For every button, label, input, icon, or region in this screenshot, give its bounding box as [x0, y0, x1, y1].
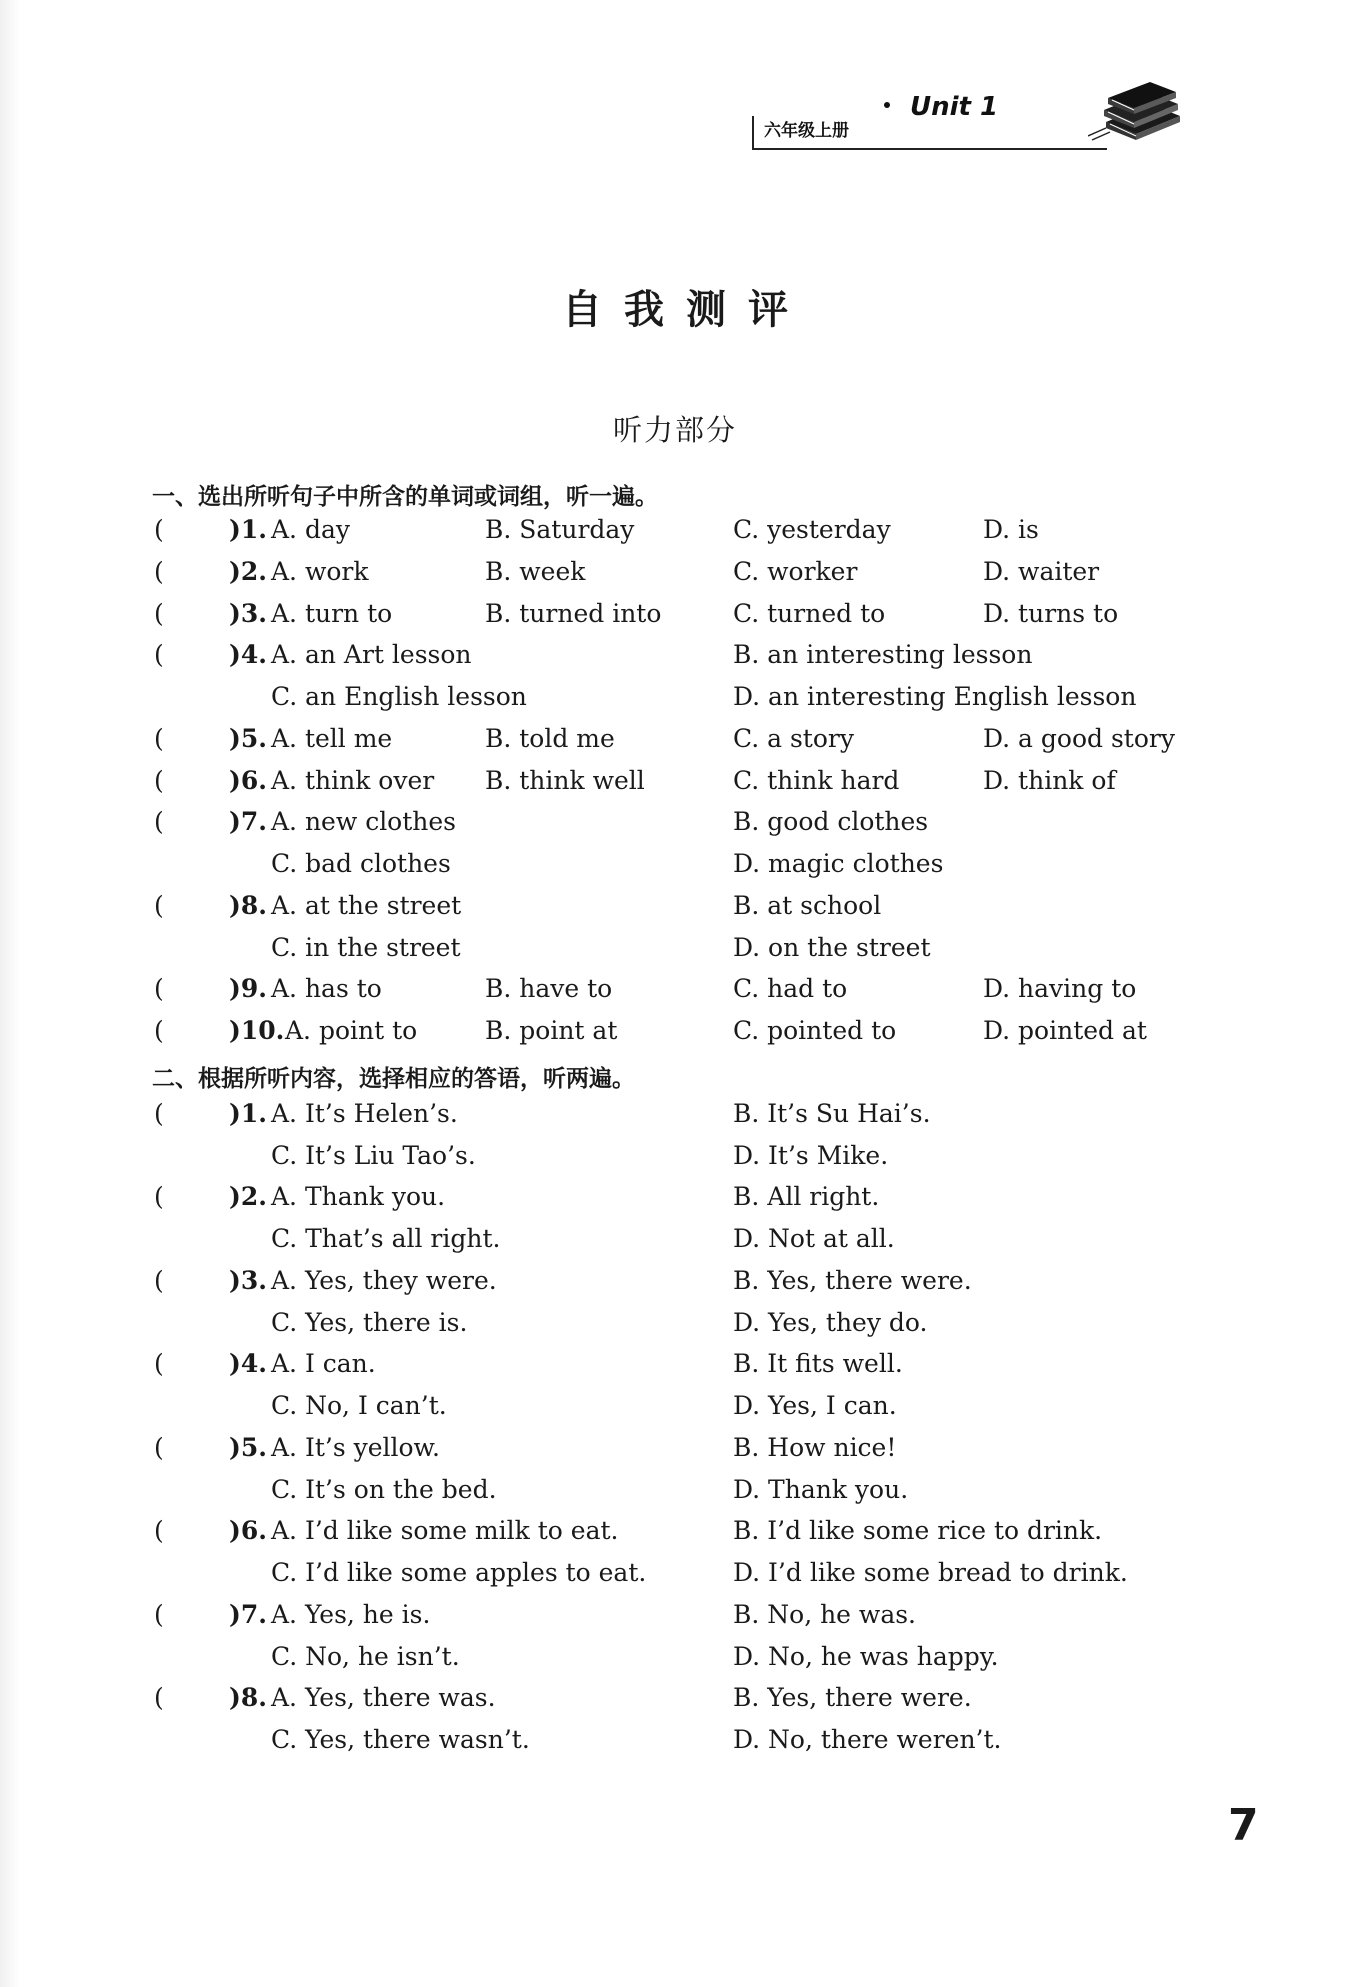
- option-c: C. Yes, there is.: [271, 1308, 468, 1337]
- option-b: B. good clothes: [733, 807, 929, 836]
- s1-question-10: [0, 1016, 1350, 1058]
- s1-question-5: [0, 724, 1350, 766]
- option-a: A. turn to: [271, 599, 393, 628]
- option-a: A. Yes, there was.: [271, 1683, 496, 1712]
- question-number: )6.: [229, 1516, 267, 1545]
- option-a: A. has to: [271, 974, 382, 1003]
- option-a: A. day: [271, 515, 350, 544]
- option-c: C. pointed to: [733, 1016, 897, 1045]
- question-number: )1.: [229, 1099, 267, 1128]
- s2-question-5-cont: [0, 1475, 1350, 1517]
- option-a: A. I can.: [271, 1349, 376, 1378]
- option-c: C. It’s on the bed.: [271, 1475, 497, 1504]
- option-a: A. I’d like some milk to eat.: [271, 1516, 619, 1545]
- page-title: 自我测评: [562, 286, 810, 333]
- option-b: B. turned into: [485, 599, 662, 628]
- option-d: D. on the street: [733, 933, 931, 962]
- s2-question-8: [0, 1683, 1350, 1725]
- answer-paren: (: [154, 1433, 164, 1462]
- option-b: B. It’s Su Hai’s.: [733, 1099, 931, 1128]
- option-d: D. Yes, I can.: [733, 1391, 897, 1420]
- question-number: )10.: [229, 1016, 285, 1045]
- question-number: )8.: [229, 891, 267, 920]
- question-number: )8.: [229, 1683, 267, 1712]
- answer-paren: (: [154, 974, 164, 1003]
- question-number: )2.: [229, 1182, 267, 1211]
- option-a: A. think over: [271, 766, 435, 795]
- answer-paren: (: [154, 1600, 164, 1629]
- option-a: A. new clothes: [271, 807, 457, 836]
- s2-question-2-cont: [0, 1224, 1350, 1266]
- option-d: D. No, there weren’t.: [733, 1725, 1002, 1754]
- header-divider-tick: [752, 116, 754, 150]
- option-b: B. told me: [485, 724, 615, 753]
- option-c: C. think hard: [733, 766, 900, 795]
- option-a: A. point to: [285, 1016, 418, 1045]
- option-a: A. Yes, he is.: [271, 1600, 431, 1629]
- answer-paren: (: [154, 599, 164, 628]
- question-number: )6.: [229, 766, 267, 795]
- option-b: B. I’d like some rice to drink.: [733, 1516, 1103, 1545]
- books-stack-icon: [1088, 82, 1184, 154]
- option-d: D. Not at all.: [733, 1224, 895, 1253]
- option-d: D. a good story: [983, 724, 1175, 753]
- answer-paren: (: [154, 766, 164, 795]
- option-a: A. at the street: [271, 891, 462, 920]
- s2-question-5: [0, 1433, 1350, 1475]
- s1-question-8-cont: [0, 933, 1350, 975]
- option-b: B. think well: [485, 766, 645, 795]
- option-b: B. No, he was.: [733, 1600, 917, 1629]
- question-number: )7.: [229, 1600, 267, 1629]
- option-d: D. It’s Mike.: [733, 1141, 889, 1170]
- option-c: C. No, he isn’t.: [271, 1642, 460, 1671]
- s1-question-7: [0, 807, 1350, 849]
- question-number: )4.: [229, 1349, 267, 1378]
- question-number: )5.: [229, 724, 267, 753]
- option-c: C. Yes, there wasn’t.: [271, 1725, 530, 1754]
- question-number: )3.: [229, 599, 267, 628]
- answer-paren: (: [154, 1266, 164, 1295]
- option-c: C. in the street: [271, 933, 461, 962]
- option-b: B. All right.: [733, 1182, 880, 1211]
- answer-paren: (: [154, 1182, 164, 1211]
- option-a: A. Yes, they were.: [271, 1266, 497, 1295]
- option-c: C. yesterday: [733, 515, 891, 544]
- header-dot: [884, 102, 890, 108]
- answer-paren: (: [154, 515, 164, 544]
- header-grade: 六年级上册: [764, 121, 849, 141]
- answer-paren: (: [154, 1099, 164, 1128]
- s1-question-6: [0, 766, 1350, 808]
- s2-question-8-cont: [0, 1725, 1350, 1767]
- option-d: D. waiter: [983, 557, 1100, 586]
- option-d: D. pointed at: [983, 1016, 1147, 1045]
- s1-question-8: [0, 891, 1350, 933]
- header-rule: [752, 148, 1107, 150]
- option-c: C. had to: [733, 974, 848, 1003]
- option-c: C. bad clothes: [271, 849, 451, 878]
- option-a: A. It’s yellow.: [271, 1433, 440, 1462]
- s2-question-3: [0, 1266, 1350, 1308]
- answer-paren: (: [154, 1516, 164, 1545]
- option-a: A. tell me: [271, 724, 393, 753]
- answer-paren: (: [154, 640, 164, 669]
- question-number: )9.: [229, 974, 267, 1003]
- option-c: C. a story: [733, 724, 854, 753]
- option-d: D. think of: [983, 766, 1116, 795]
- option-d: D. turns to: [983, 599, 1119, 628]
- question-number: )5.: [229, 1433, 267, 1462]
- option-c: C. turned to: [733, 599, 886, 628]
- section2-heading: 二、根据所听内容，选择相应的答语，听两遍。: [152, 1066, 635, 1092]
- s1-question-9: [0, 974, 1350, 1016]
- option-b: B. Yes, there were.: [733, 1683, 972, 1712]
- s2-question-6: [0, 1516, 1350, 1558]
- option-b: B. Yes, there were.: [733, 1266, 972, 1295]
- question-number: )7.: [229, 807, 267, 836]
- answer-paren: (: [154, 807, 164, 836]
- option-c: C. No, I can’t.: [271, 1391, 447, 1420]
- s2-question-3-cont: [0, 1308, 1350, 1350]
- answer-paren: (: [154, 1016, 164, 1045]
- question-number: )3.: [229, 1266, 267, 1295]
- option-b: B. It fits well.: [733, 1349, 903, 1378]
- s1-question-4: [0, 640, 1350, 682]
- answer-paren: (: [154, 891, 164, 920]
- option-d: D. Yes, they do.: [733, 1308, 928, 1337]
- s2-question-7: [0, 1600, 1350, 1642]
- section1-heading: 一、选出所听句子中所含的单词或词组，听一遍。: [152, 484, 658, 510]
- s1-question-3: [0, 599, 1350, 641]
- option-d: D. having to: [983, 974, 1137, 1003]
- s1-question-2: [0, 557, 1350, 599]
- s1-question-7-cont: [0, 849, 1350, 891]
- header-unit: Unit 1: [910, 92, 999, 122]
- question-number: )2.: [229, 557, 267, 586]
- option-a: A. work: [271, 557, 369, 586]
- option-c: C. That’s all right.: [271, 1224, 501, 1253]
- option-b: B. How nice!: [733, 1433, 897, 1462]
- s2-question-1: [0, 1099, 1350, 1141]
- s2-question-6-cont: [0, 1558, 1350, 1600]
- answer-paren: (: [154, 1349, 164, 1378]
- option-d: D. No, he was happy.: [733, 1642, 999, 1671]
- answer-paren: (: [154, 1683, 164, 1712]
- s2-question-4-cont: [0, 1391, 1350, 1433]
- question-number: )1.: [229, 515, 267, 544]
- option-d: D. an interesting English lesson: [733, 682, 1137, 711]
- s2-question-4: [0, 1349, 1350, 1391]
- option-b: B. an interesting lesson: [733, 640, 1033, 669]
- page-number: 7: [1228, 1800, 1259, 1851]
- option-b: B. have to: [485, 974, 613, 1003]
- option-d: D. I’d like some bread to drink.: [733, 1558, 1128, 1587]
- s2-question-7-cont: [0, 1642, 1350, 1684]
- option-c: C. worker: [733, 557, 858, 586]
- answer-paren: (: [154, 557, 164, 586]
- answer-paren: (: [154, 724, 164, 753]
- s1-question-4-cont: [0, 682, 1350, 724]
- option-a: A. Thank you.: [271, 1182, 446, 1211]
- s1-question-1: [0, 515, 1350, 557]
- s2-question-2: [0, 1182, 1350, 1224]
- option-a: A. an Art lesson: [271, 640, 472, 669]
- option-c: C. an English lesson: [271, 682, 527, 711]
- option-b: B. point at: [485, 1016, 618, 1045]
- option-c: C. It’s Liu Tao’s.: [271, 1141, 476, 1170]
- section-subtitle: 听力部分: [612, 413, 737, 447]
- option-b: B. at school: [733, 891, 882, 920]
- option-d: D. magic clothes: [733, 849, 944, 878]
- option-b: B. Saturday: [485, 515, 635, 544]
- option-c: C. I’d like some apples to eat.: [271, 1558, 647, 1587]
- option-d: D. is: [983, 515, 1039, 544]
- option-a: A. It’s Helen’s.: [271, 1099, 458, 1128]
- question-number: )4.: [229, 640, 267, 669]
- s2-question-1-cont: [0, 1141, 1350, 1183]
- option-d: D. Thank you.: [733, 1475, 909, 1504]
- running-header: [752, 92, 1182, 156]
- option-b: B. week: [485, 557, 586, 586]
